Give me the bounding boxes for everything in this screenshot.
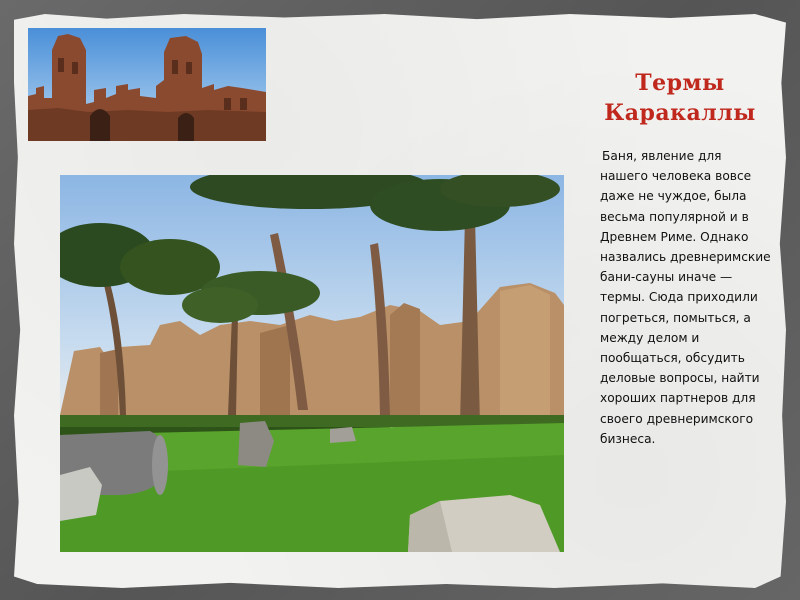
body-paragraph: Баня, явление для нашего человека вовсе даже не чуждое, была весьма популярной и в Древнем Риме. Однако назвались древнеримские бани-сауны иначе — термы. Сюда приходили погреться, помыться, а между делом и пообщаться, обсудить деловые вопросы, найти хороших партнеров для своего древнеримского бизнеса.: [600, 149, 771, 446]
title-line-1: Термы: [635, 70, 725, 96]
title-line-2: Каракаллы: [604, 100, 756, 126]
slide-title: [590, 68, 770, 128]
ruins-photo-main: [60, 175, 564, 552]
ruins-photo-small: [28, 28, 266, 141]
